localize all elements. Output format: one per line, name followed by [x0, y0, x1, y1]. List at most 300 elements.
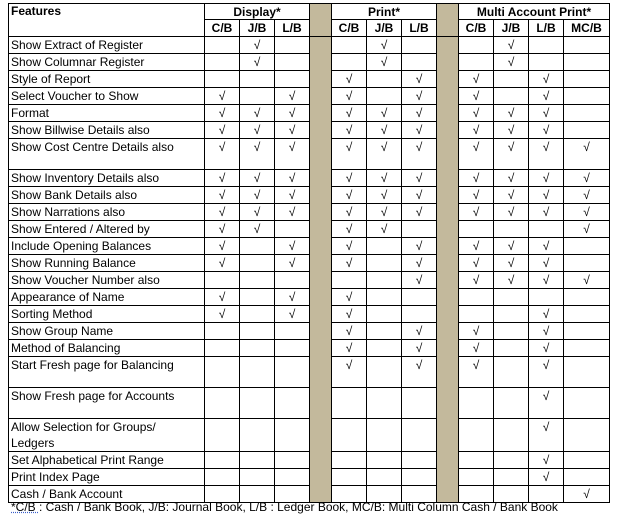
check-cell	[459, 221, 494, 238]
check-cell: √	[275, 139, 310, 170]
check-cell: √	[459, 238, 494, 255]
check-cell	[367, 289, 402, 306]
check-cell	[459, 452, 494, 469]
features-table-body	[9, 37, 610, 503]
check-cell: √	[459, 255, 494, 272]
check-cell: √	[529, 187, 564, 204]
check-cell	[367, 388, 402, 419]
check-cell: √	[494, 105, 529, 122]
check-cell	[564, 37, 610, 54]
check-cell	[564, 88, 610, 105]
check-cell: √	[332, 289, 367, 306]
check-cell: √	[402, 105, 437, 122]
multi-lb-header: L/B	[529, 20, 564, 37]
check-cell	[205, 452, 240, 469]
check-cell	[402, 289, 437, 306]
check-cell: √	[459, 105, 494, 122]
check-cell: √	[240, 204, 275, 221]
check-cell	[367, 469, 402, 486]
check-cell	[564, 357, 610, 388]
check-cell: √	[240, 170, 275, 187]
table-row	[9, 204, 610, 221]
check-cell	[402, 54, 437, 71]
check-cell	[564, 469, 610, 486]
check-cell: √	[529, 122, 564, 139]
check-cell	[367, 452, 402, 469]
table-row	[9, 272, 610, 289]
feature-name: Show Group Name	[9, 323, 205, 340]
check-cell	[367, 255, 402, 272]
check-cell: √	[275, 170, 310, 187]
check-cell	[564, 71, 610, 88]
check-cell	[564, 306, 610, 323]
check-cell	[367, 71, 402, 88]
check-cell: √	[275, 122, 310, 139]
feature-name: Show Columnar Register	[9, 54, 205, 71]
check-cell: √	[332, 323, 367, 340]
check-cell	[459, 37, 494, 54]
check-cell	[564, 105, 610, 122]
check-cell	[275, 221, 310, 238]
check-cell	[564, 323, 610, 340]
feature-name: Method of Balancing	[9, 340, 205, 357]
check-cell: √	[205, 170, 240, 187]
check-cell: √	[332, 88, 367, 105]
check-cell	[275, 37, 310, 54]
check-cell: √	[564, 187, 610, 204]
check-cell: √	[529, 88, 564, 105]
check-cell: √	[529, 323, 564, 340]
check-cell: √	[332, 357, 367, 388]
print-jb-header: J/B	[367, 20, 402, 37]
check-cell	[240, 289, 275, 306]
check-cell	[275, 323, 310, 340]
check-cell: √	[240, 139, 275, 170]
check-cell	[494, 289, 529, 306]
feature-name: Show Entered / Altered by	[9, 221, 205, 238]
feature-name: Show Narrations also	[9, 204, 205, 221]
check-cell	[402, 388, 437, 419]
table-row	[9, 139, 610, 170]
check-cell	[367, 88, 402, 105]
display-cb-header: C/B	[205, 20, 240, 37]
check-cell	[205, 357, 240, 388]
feature-name: Show Extract of Register	[9, 37, 205, 54]
check-cell: √	[529, 340, 564, 357]
table-row	[9, 105, 610, 122]
check-cell	[275, 357, 310, 388]
check-cell: √	[240, 187, 275, 204]
check-cell	[564, 54, 610, 71]
check-cell	[275, 388, 310, 419]
check-cell	[205, 340, 240, 357]
check-cell: √	[494, 255, 529, 272]
check-cell	[240, 469, 275, 486]
feature-name: Show Fresh page for Accounts	[9, 388, 205, 419]
check-cell: √	[332, 105, 367, 122]
feature-name: Cash / Bank Account	[9, 486, 205, 503]
check-cell	[494, 388, 529, 419]
print-cb-header: C/B	[332, 20, 367, 37]
feature-name: Show Running Balance	[9, 255, 205, 272]
check-cell	[529, 221, 564, 238]
check-cell: √	[494, 204, 529, 221]
check-cell: √	[529, 139, 564, 170]
check-cell: √	[275, 204, 310, 221]
check-cell	[205, 323, 240, 340]
check-cell	[275, 469, 310, 486]
check-cell: √	[529, 170, 564, 187]
check-cell	[459, 289, 494, 306]
check-cell: √	[367, 54, 402, 71]
feature-name: Show Billwise Details also	[9, 122, 205, 139]
check-cell	[494, 469, 529, 486]
display-lb-header: L/B	[275, 20, 310, 37]
check-cell: √	[205, 221, 240, 238]
check-cell: √	[402, 122, 437, 139]
table-row	[9, 170, 610, 187]
check-cell: √	[564, 221, 610, 238]
check-cell: √	[459, 357, 494, 388]
check-cell	[205, 54, 240, 71]
multi-jb-header: J/B	[494, 20, 529, 37]
check-cell: √	[459, 139, 494, 170]
check-cell	[240, 71, 275, 88]
feature-name: Select Voucher to Show	[9, 88, 205, 105]
check-cell: √	[494, 238, 529, 255]
check-cell: √	[494, 187, 529, 204]
check-cell: √	[459, 122, 494, 139]
check-cell	[332, 388, 367, 419]
table-row	[9, 71, 610, 88]
feature-name: Set Alphabetical Print Range	[9, 452, 205, 469]
check-cell: √	[529, 238, 564, 255]
check-cell	[494, 419, 529, 452]
check-cell: √	[205, 88, 240, 105]
check-cell: √	[494, 54, 529, 71]
check-cell	[494, 306, 529, 323]
check-cell	[240, 357, 275, 388]
check-cell	[240, 388, 275, 419]
check-cell: √	[459, 340, 494, 357]
check-cell	[332, 54, 367, 71]
check-cell	[564, 340, 610, 357]
table-row	[9, 255, 610, 272]
feature-name: Appearance of Name	[9, 289, 205, 306]
table-row	[9, 122, 610, 139]
check-cell: √	[564, 204, 610, 221]
print-lb-header: L/B	[402, 20, 437, 37]
feature-name: Format	[9, 105, 205, 122]
check-cell: √	[459, 88, 494, 105]
table-row	[9, 323, 610, 340]
check-cell: √	[332, 170, 367, 187]
column-separator	[437, 4, 459, 37]
check-cell: √	[332, 139, 367, 170]
check-cell: √	[205, 306, 240, 323]
check-cell	[367, 323, 402, 340]
check-cell: √	[402, 170, 437, 187]
check-cell: √	[529, 255, 564, 272]
check-cell: √	[529, 71, 564, 88]
check-cell: √	[275, 255, 310, 272]
check-cell: √	[529, 469, 564, 486]
check-cell	[240, 272, 275, 289]
check-cell: √	[459, 204, 494, 221]
check-cell	[494, 323, 529, 340]
check-cell	[367, 357, 402, 388]
check-cell: √	[529, 452, 564, 469]
check-cell	[402, 306, 437, 323]
check-cell	[564, 419, 610, 452]
check-cell	[564, 122, 610, 139]
check-cell: √	[275, 238, 310, 255]
check-cell	[367, 238, 402, 255]
check-cell	[494, 452, 529, 469]
check-cell	[332, 272, 367, 289]
check-cell: √	[402, 187, 437, 204]
check-cell: √	[529, 306, 564, 323]
check-cell	[564, 452, 610, 469]
feature-name: Show Inventory Details also	[9, 170, 205, 187]
check-cell: √	[529, 419, 564, 452]
table-row	[9, 452, 610, 469]
check-cell	[275, 419, 310, 452]
check-cell	[332, 419, 367, 452]
feature-name: Allow Selection for Groups/ Ledgers	[9, 419, 205, 452]
check-cell: √	[332, 340, 367, 357]
check-cell: √	[240, 54, 275, 71]
check-cell	[275, 340, 310, 357]
table-row	[9, 238, 610, 255]
check-cell: √	[402, 272, 437, 289]
check-cell: √	[564, 139, 610, 170]
check-cell	[367, 272, 402, 289]
check-cell	[240, 323, 275, 340]
table-row	[9, 306, 610, 323]
feature-name: Style of Report	[9, 71, 205, 88]
check-cell	[459, 306, 494, 323]
column-separator	[310, 4, 332, 37]
check-cell: √	[367, 187, 402, 204]
check-cell: √	[402, 357, 437, 388]
check-cell: √	[494, 272, 529, 289]
check-cell: √	[367, 139, 402, 170]
check-cell: √	[459, 71, 494, 88]
check-cell: √	[529, 388, 564, 419]
table-row	[9, 340, 610, 357]
check-cell	[240, 419, 275, 452]
check-cell	[459, 54, 494, 71]
check-cell	[275, 452, 310, 469]
check-cell: √	[275, 105, 310, 122]
check-cell: √	[332, 221, 367, 238]
column-separator	[310, 37, 332, 503]
check-cell	[494, 221, 529, 238]
check-cell	[564, 238, 610, 255]
check-cell	[240, 452, 275, 469]
check-cell: √	[205, 255, 240, 272]
footnote	[11, 500, 558, 514]
check-cell	[494, 357, 529, 388]
check-cell	[205, 37, 240, 54]
check-cell	[367, 419, 402, 452]
check-cell	[205, 71, 240, 88]
feature-name: Start Fresh page for Balancing	[9, 357, 205, 388]
check-cell	[402, 419, 437, 452]
display-jb-header: J/B	[240, 20, 275, 37]
check-cell: √	[529, 105, 564, 122]
feature-name: Include Opening Balances	[9, 238, 205, 255]
check-cell: √	[529, 357, 564, 388]
check-cell	[402, 37, 437, 54]
check-cell: √	[367, 170, 402, 187]
check-cell	[332, 452, 367, 469]
check-cell: √	[494, 37, 529, 54]
check-cell: √	[332, 71, 367, 88]
check-cell	[275, 54, 310, 71]
multi-cb-header: C/B	[459, 20, 494, 37]
check-cell: √	[459, 272, 494, 289]
check-cell: √	[240, 105, 275, 122]
check-cell: √	[275, 289, 310, 306]
check-cell: √	[332, 306, 367, 323]
check-cell: √	[564, 272, 610, 289]
check-cell: √	[275, 306, 310, 323]
header-row-groups	[9, 4, 610, 20]
check-cell: √	[564, 486, 610, 503]
check-cell: √	[240, 37, 275, 54]
check-cell	[205, 388, 240, 419]
check-cell: √	[494, 122, 529, 139]
check-cell	[529, 54, 564, 71]
check-cell: √	[529, 272, 564, 289]
check-cell: √	[459, 187, 494, 204]
check-cell: √	[205, 105, 240, 122]
check-cell: √	[275, 88, 310, 105]
check-cell: √	[240, 221, 275, 238]
print-group-header: Print*	[332, 4, 437, 20]
table-row	[9, 88, 610, 105]
check-cell: √	[367, 204, 402, 221]
check-cell: √	[332, 204, 367, 221]
table-row	[9, 187, 610, 204]
check-cell	[529, 289, 564, 306]
check-cell: √	[240, 122, 275, 139]
check-cell: √	[332, 122, 367, 139]
check-cell: √	[205, 289, 240, 306]
check-cell: √	[402, 88, 437, 105]
features-table	[8, 3, 610, 503]
check-cell	[332, 469, 367, 486]
multi-account-print-group-header: Multi Account Print*	[459, 4, 610, 20]
check-cell: √	[402, 139, 437, 170]
check-cell	[240, 255, 275, 272]
check-cell: √	[367, 122, 402, 139]
check-cell	[494, 88, 529, 105]
table-row	[9, 37, 610, 54]
check-cell: √	[564, 170, 610, 187]
check-cell: √	[494, 170, 529, 187]
feature-name: Show Voucher Number also	[9, 272, 205, 289]
check-cell	[275, 71, 310, 88]
check-cell: √	[459, 170, 494, 187]
check-cell	[564, 289, 610, 306]
feature-name: Show Bank Details also	[9, 187, 205, 204]
multi-mcb-header: MC/B	[564, 20, 610, 37]
table-row	[9, 221, 610, 238]
check-cell	[564, 388, 610, 419]
check-cell	[564, 255, 610, 272]
check-cell	[240, 238, 275, 255]
footnote-key: *C/B	[11, 500, 40, 514]
check-cell	[275, 272, 310, 289]
check-cell	[459, 419, 494, 452]
feature-name: Print Index Page	[9, 469, 205, 486]
check-cell: √	[402, 255, 437, 272]
check-cell	[240, 88, 275, 105]
check-cell: √	[205, 139, 240, 170]
check-cell	[332, 37, 367, 54]
check-cell	[402, 469, 437, 486]
check-cell: √	[494, 139, 529, 170]
table-row	[9, 419, 610, 452]
check-cell	[529, 37, 564, 54]
check-cell: √	[205, 204, 240, 221]
table-row	[9, 289, 610, 306]
check-cell	[205, 272, 240, 289]
check-cell: √	[332, 187, 367, 204]
check-cell: √	[402, 323, 437, 340]
check-cell: √	[275, 187, 310, 204]
check-cell: √	[402, 340, 437, 357]
display-group-header: Display*	[205, 4, 310, 20]
table-row	[9, 357, 610, 388]
check-cell: √	[367, 37, 402, 54]
check-cell	[367, 340, 402, 357]
check-cell	[402, 221, 437, 238]
check-cell	[240, 340, 275, 357]
column-separator	[437, 37, 459, 503]
check-cell: √	[529, 204, 564, 221]
check-cell: √	[402, 204, 437, 221]
feature-name: Show Cost Centre Details also	[9, 139, 205, 170]
check-cell: √	[367, 221, 402, 238]
check-cell	[494, 71, 529, 88]
check-cell: √	[402, 71, 437, 88]
features-header: Features	[9, 4, 205, 37]
check-cell: √	[332, 255, 367, 272]
check-cell	[402, 452, 437, 469]
check-cell	[367, 306, 402, 323]
table-row	[9, 388, 610, 419]
footnote-text: : Cash / Bank Book, J/B: Journal Book, L/B : Ledger Book, MC/B: Multi Column Cash / Bank Book	[39, 500, 558, 514]
check-cell: √	[459, 323, 494, 340]
check-cell	[205, 419, 240, 452]
check-cell	[459, 469, 494, 486]
check-cell: √	[332, 238, 367, 255]
check-cell: √	[205, 187, 240, 204]
feature-name: Sorting Method	[9, 306, 205, 323]
check-cell: √	[367, 105, 402, 122]
check-cell	[205, 469, 240, 486]
table-row	[9, 54, 610, 71]
check-cell	[494, 340, 529, 357]
check-cell: √	[402, 238, 437, 255]
check-cell: √	[205, 122, 240, 139]
table-row	[9, 469, 610, 486]
check-cell: √	[205, 238, 240, 255]
